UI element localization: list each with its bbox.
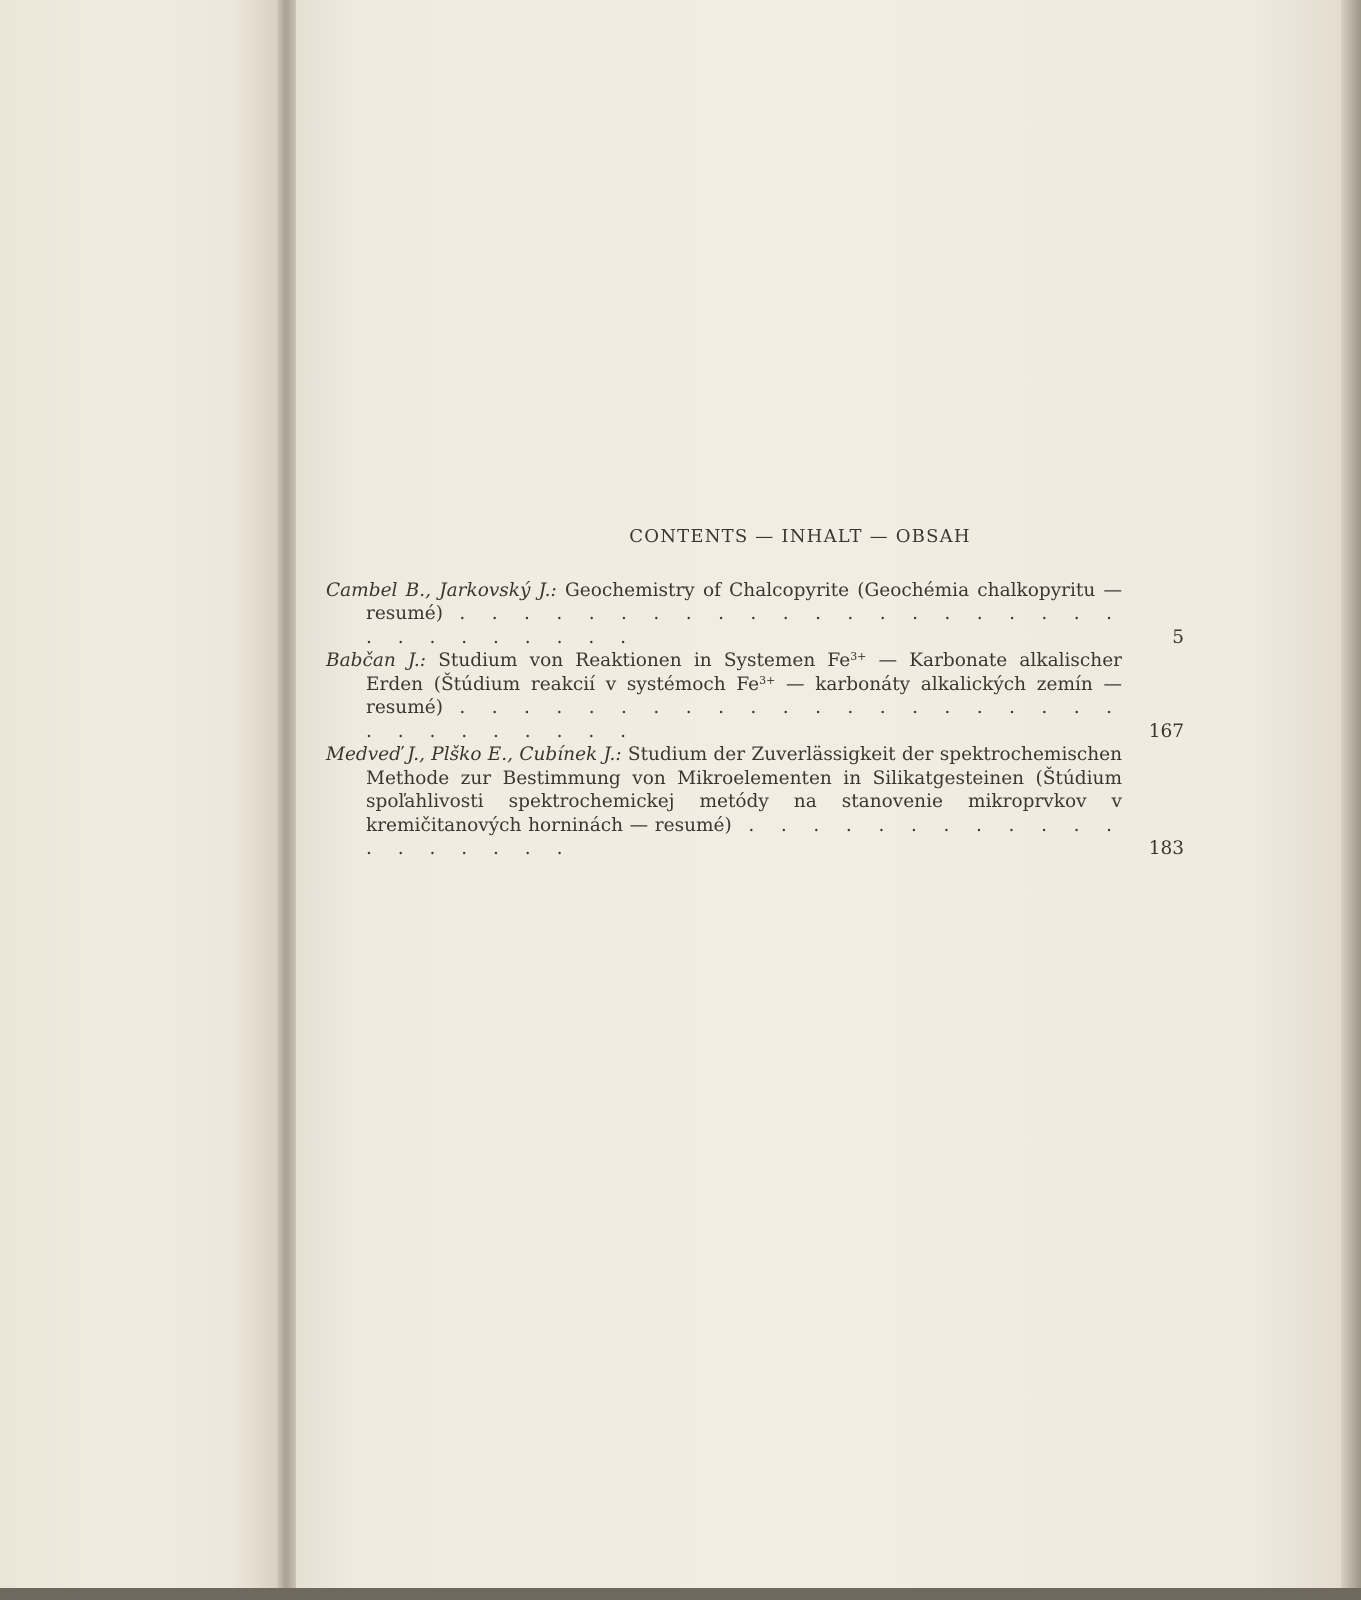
entry-title-part: — Karbonate alkalischer Erden (Štúdium reakcií v systémoch Fe bbox=[366, 650, 1122, 695]
entry-page-number: 5 bbox=[1172, 626, 1184, 648]
dot-leader: . . . . . . . . . . . . . . . . . . . bbox=[366, 814, 1122, 859]
entry-page-number: 183 bbox=[1148, 838, 1184, 859]
dot-leader: . . . . . . . . . . . . . . . . . . . . . . . . . . . . . . bbox=[366, 603, 1122, 648]
entry-authors: Babčan J.: bbox=[326, 650, 427, 671]
bottom-edge bbox=[0, 1588, 1361, 1600]
entry-page-number: 167 bbox=[1148, 720, 1184, 742]
page-edge bbox=[1341, 0, 1361, 1600]
toc-entry-text bbox=[326, 743, 1122, 861]
toc-entry-2 bbox=[326, 649, 1184, 743]
toc-entry-1 bbox=[326, 579, 1184, 650]
entry-authors: Medveď J., Plško E., Cubínek J.: bbox=[326, 744, 622, 765]
superscript: 3+ bbox=[759, 673, 776, 687]
entry-title-part: Studium von Reaktionen in Systemen Fe bbox=[426, 650, 851, 671]
contents-heading: CONTENTS — INHALT — OBSAH bbox=[629, 526, 971, 547]
entry-title-part: — karbonáty alkalických zemín — resumé) bbox=[366, 673, 1122, 718]
left-page bbox=[0, 0, 290, 1600]
dot-leader: . . . . . . . . . . . . . . . . . . . . . . . . . . . . . . bbox=[366, 697, 1122, 742]
superscript: 3+ bbox=[850, 650, 867, 663]
contents-section bbox=[326, 525, 1184, 861]
entry-authors: Cambel B., Jarkovský J.: bbox=[326, 579, 557, 601]
entry-title: Studium der Zuverlässigkeit der spektrochemischen Methode zur Bestimmung von Mikroelementen in Silikatgesteinen (Štúdium spoľahlivosti spektrochemickej metódy na stanovenie mikroprvkov v kremičitanových horninách — resumé) bbox=[366, 744, 1123, 836]
toc-entry-text bbox=[326, 579, 1122, 650]
toc-entry-3 bbox=[326, 743, 1184, 861]
entry-title: Geochemistry of Chalcopyrite (Geochémia chalkopyritu — resumé) bbox=[366, 579, 1122, 624]
toc-entry-text bbox=[326, 649, 1122, 743]
